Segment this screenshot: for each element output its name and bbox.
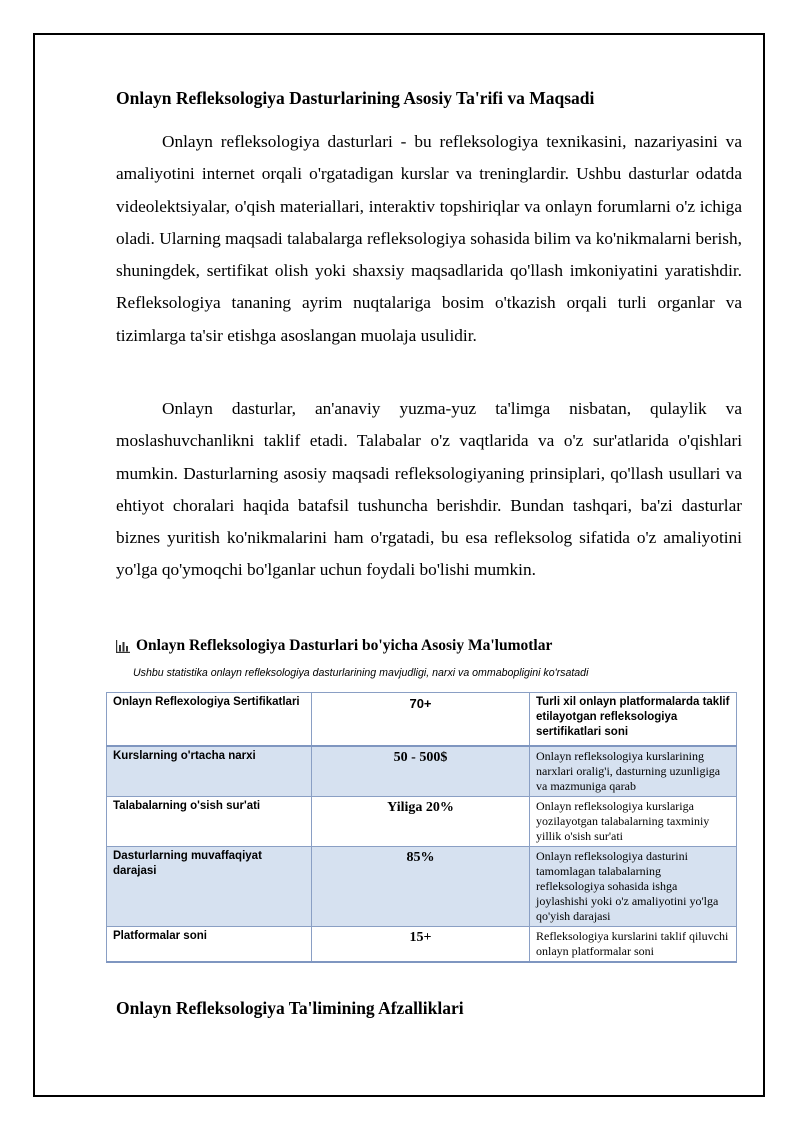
row-value: 15+ <box>312 927 530 963</box>
row-value: 85% <box>312 847 530 927</box>
table-title <box>116 637 552 655</box>
section-heading-advantages: Onlayn Refleksologiya Ta'limining Afzalliklari <box>116 998 464 1018</box>
paragraph-online-benefits: Onlayn dasturlar, an'anaviy yuzma-yuz ta'limga nisbatan, qulaylik va moslashuvchanlikni taklif etadi. Talabalar o'z vaqtlarida va o'z sur'atlarida o'qishlari mumkin. Dasturlarning asosiy maqsadi refleksologiyaning prinsiplari, qo'llash usullari va ehtiyot choralari haqida batafsil tushuncha berishdir. Bundan tashqari, ba'zi dasturlar biznes yuritish ko'nikmalarini ham o'rgatadi, bu esa refleksolog sifatida o'z amaliyotini yo'lga qo'ymoqchi bo'lganlar uchun foydali bo'lishi mumkin. <box>116 399 742 580</box>
row-description: Onlayn refleksologiya kurslarining narxlari oralig'i, dasturning uzunligiga va mazmuniga qarab <box>530 746 737 797</box>
section-heading-definition: Onlayn Refleksologiya Dasturlarining Asosiy Ta'rifi va Maqsadi <box>116 88 595 108</box>
row-label: Dasturlarning muvaffaqiyat darajasi <box>107 847 312 927</box>
table-title-text: Onlayn Refleksologiya Dasturlari bo'yicha Asosiy Ma'lumotlar <box>136 637 553 654</box>
statistics-table <box>106 692 737 963</box>
table-row <box>107 927 737 963</box>
row-label: Talabalarning o'sish sur'ati <box>107 797 312 847</box>
table-subtitle: Ushbu statistika onlayn refleksologiya dasturlarining mavjudligi, narxi va ommabopligini ko'rsatadi <box>133 667 589 679</box>
row-label: Kurslarning o'rtacha narxi <box>107 746 312 797</box>
bar-chart-icon <box>116 640 130 653</box>
table-row <box>107 797 737 847</box>
table-row <box>107 693 737 747</box>
paragraph-definition: Onlayn refleksologiya dasturlari - bu refleksologiya texnikasini, nazariyasini va amaliyotini internet orqali o'rgatadigan kurslar va treninglardir. Ushbu dasturlar odatda videolektsiyalar, o'qish materiallari, interaktiv topshiriqlar va onlayn forumlarni o'z ichiga oladi. Ularning maqsadi talabalarga refleksologiya sohasida bilim va ko'nikmalarni berish, shuningdek, sertifikat olish yoki shaxsiy maqsadlarida qo'llash imkoniyatini yaratishdir. Refleksologiya tananing ayrim nuqtalariga bosim o'tkazish orqali turli organlar va tizimlarga ta'sir etishga asoslangan muolaja usulidir. <box>116 132 742 345</box>
row-value: 70+ <box>312 693 530 747</box>
row-label: Platformalar soni <box>107 927 312 963</box>
table-row <box>107 847 737 927</box>
row-value: 50 - 500$ <box>312 746 530 797</box>
row-description: Onlayn refleksologiya kurslariga yozilayotgan talabalarning taxminiy yillik o'sish sur'ati <box>530 797 737 847</box>
table-row <box>107 746 737 797</box>
row-value: Yiliga 20% <box>312 797 530 847</box>
row-description: Refleksologiya kurslarini taklif qiluvchi onlayn platformalar soni <box>530 927 737 963</box>
row-description: Onlayn refleksologiya dasturini tamomlagan talabalarning refleksologiya sohasida ishga joylashishi yoki o'z amaliyotini yo'lga qo'yish darajasi <box>530 847 737 927</box>
row-description: Turli xil onlayn platformalarda taklif etilayotgan refleksologiya sertifikatlari soni <box>530 693 737 747</box>
row-label: Onlayn Reflexologiya Sertifikatlari <box>107 693 312 747</box>
